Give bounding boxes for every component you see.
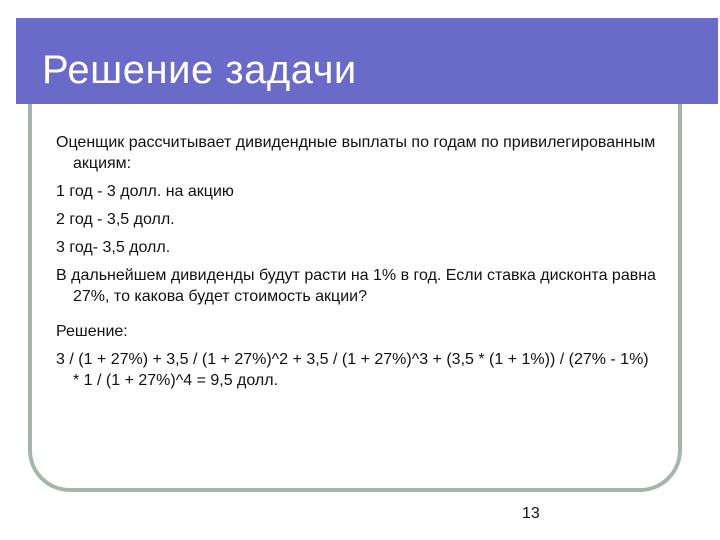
slide-body	[56, 132, 656, 398]
growth-question: В дальнейшем дивиденды будут расти на 1% в год. Если ставка дисконта равна 27%, то какова будет стоимость акции?	[56, 267, 656, 305]
solution-label: Решение:	[56, 323, 128, 340]
problem-statement: Оценщик рассчитывает дивидендные выплаты по годам по привилегированным акциям:	[56, 134, 656, 172]
page-number: 13	[522, 505, 540, 522]
dividend-year-2: 2 год - 3,5 долл.	[56, 211, 175, 228]
title-bar	[16, 18, 718, 104]
dividend-year-1: 1 год - 3 долл. на акцию	[56, 183, 234, 200]
dividend-year-3: 3 год- 3,5 долл.	[56, 239, 171, 256]
slide-title: Решение задачи	[42, 48, 357, 92]
title-underline	[46, 111, 652, 114]
solution-formula: 3 / (1 + 27%) + 3,5 / (1 + 27%)^2 + 3,5 / (1 + 27%)^3 + (3,5 * (1 + 1%)) / (27% - 1%) * 1 / (1 + 27%)^4 = 9,5 долл.	[56, 351, 649, 389]
